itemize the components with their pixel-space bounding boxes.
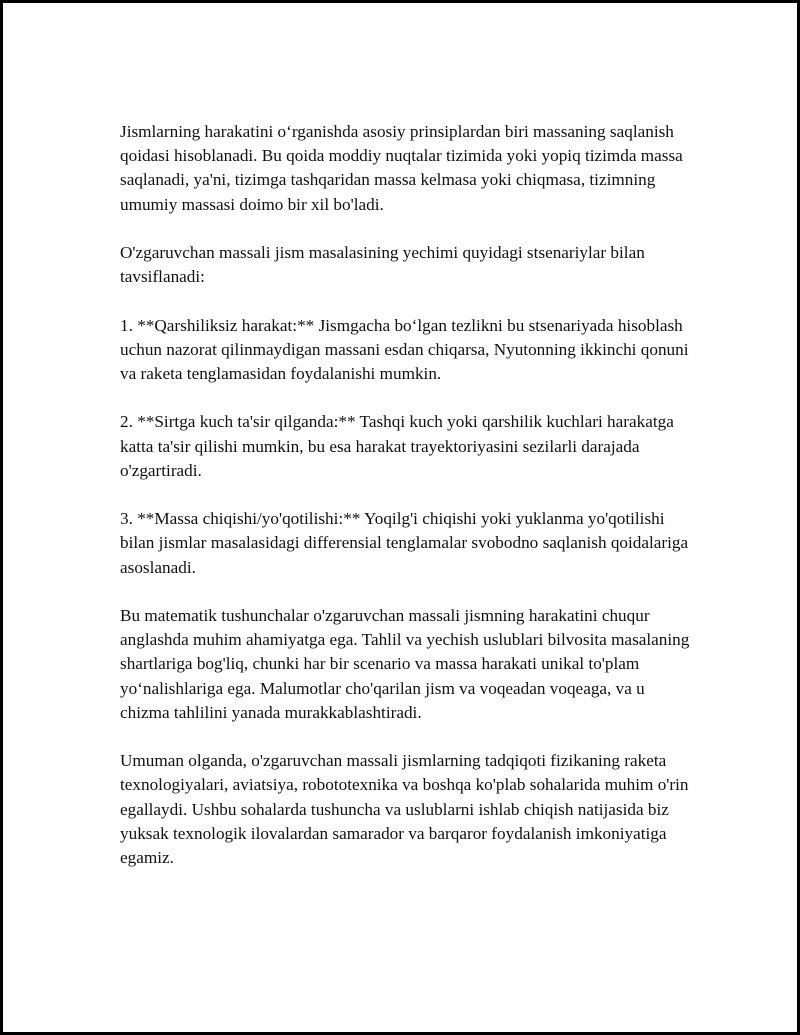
paragraph-analysis: Bu matematik tushunchalar o'zgaruvchan massali jismning harakatini chuqur anglashda muhim ahamiyatga ega. Tahlil va yechish uslublari bilvosita masalaning shartlariga bog'liq, chunki har bir scenario va massa harakati unikal to'plam yo‘nalishlariga ega. Malumotlar cho'qarilan jism va voqeadan voqeaga, va u chizma tahlilini yanada murakkablashtiradi.	[120, 605, 690, 722]
paragraph-scenario-1: 1. **Qarshiliksiz harakat:** Jismgacha bo‘lgan tezlikni bu stsenariyada hisoblash uchun nazorat qilinmaydigan massani esdan chiqarsa, Nyutonning ikkinchi qonuni va raketa tenglamasidan foydalanishi mumkin.	[120, 315, 689, 383]
document-body	[120, 120, 695, 894]
paragraph-intro: Jismlarning harakatini o‘rganishda asosiy prinsiplardan biri massaning saqlanish qoidasi hisoblanadi. Bu qoida moddiy nuqtalar tizimida yoki yopiq tizimda massa saqlanadi, ya'ni, tizimga tashqaridan massa kelmasa yoki chiqmasa, tizimning umumiy massasi doimo bir xil bo'ladi.	[120, 122, 683, 214]
paragraph-conclusion: Umuman olganda, o'zgaruvchan massali jismlarning tadqiqoti fizikaning raketa texnologiyalari, aviatsiya, robototexnika va boshqa ko'plab sohalarida muhim o'rin egallaydi. Ushbu sohalarda tushuncha va uslublarni ishlab chiqish natijasida biz yuksak texnologik ilovalardan samarador va barqaror foydalanish imkoniyatiga egamiz.	[120, 751, 689, 867]
paragraph-scenarios-heading: O'zgaruvchan massali jism masalasining yechimi quyidagi stsenariylar bilan tavsiflanadi:	[120, 243, 645, 287]
paragraph-scenario-3: 3. **Massa chiqishi/yo'qotilishi:** Yoqilg'i chiqishi yoki yuklanma yo'qotilishi bilan jismlar masalasidagi differensial tenglamalar svobodno saqlanish qoidalariga asoslanadi.	[120, 509, 689, 577]
paragraph-scenario-2: 2. **Sirtga kuch ta'sir qilganda:** Tashqi kuch yoki qarshilik kuchlari harakatga katta ta'sir qilishi mumkin, bu esa harakat trayektoriyasini sezilarli darajada o'zgartiradi.	[120, 412, 674, 480]
